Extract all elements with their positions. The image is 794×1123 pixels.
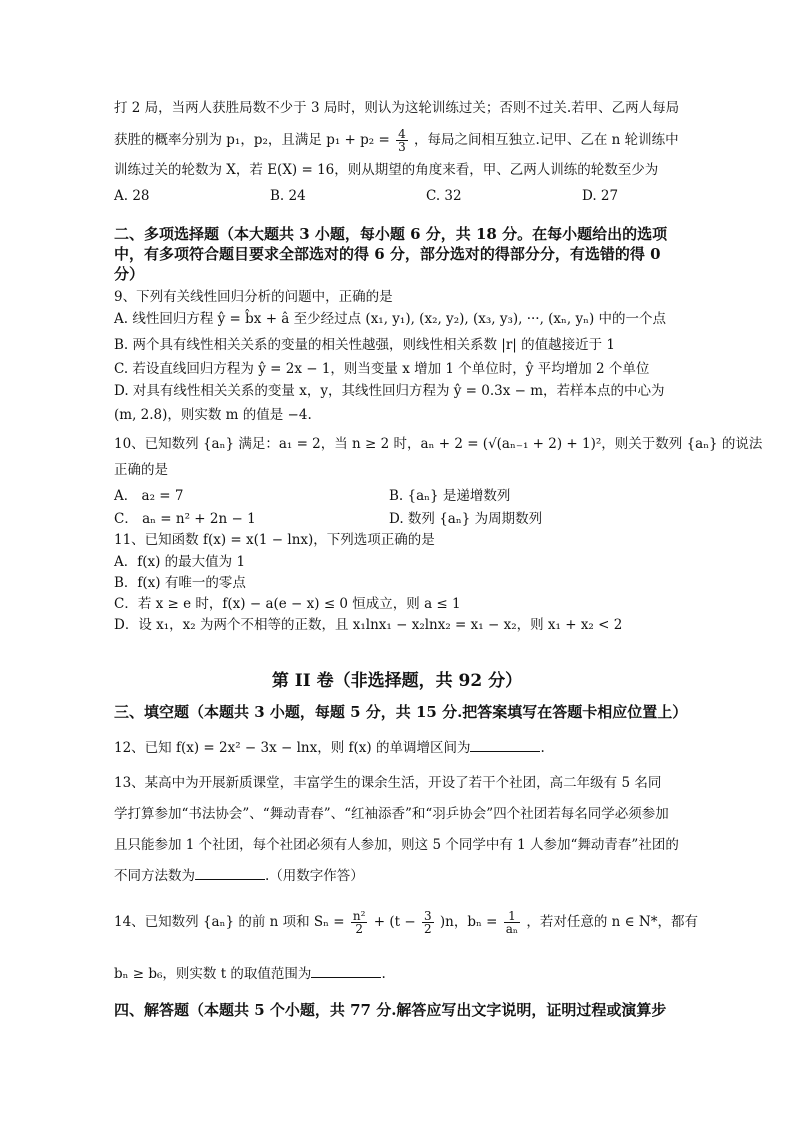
answer-blank <box>195 867 265 880</box>
q10-options-row-2 <box>114 507 694 527</box>
q10-option-c: C． aₙ = n² + 2n − 1 <box>114 511 256 527</box>
q14-line-1 <box>114 908 698 936</box>
q12-period: . <box>540 740 545 756</box>
frac-den: aₙ <box>505 922 519 936</box>
q8-line-2b: ，每局之间相互独立.记甲、乙在 n 轮训练中 <box>414 132 679 148</box>
q11-option-a: A．f(x) 的最大值为 1 <box>114 554 246 570</box>
q14-text-d: ，若对任意的 n ∈ N*，都有 <box>526 914 698 930</box>
q14-text-b: + (t − <box>373 914 416 930</box>
q13-line-2: 学打算参加“书法协会”、“舞动青春”、“红袖添香”和“羽乒协会”四个社团若每名同学必须参加 <box>114 806 669 822</box>
q10-stem-1: 10、已知数列 {aₙ} 满足：a₁ = 2，当 n ≥ 2 时，aₙ + 2 = (√(aₙ₋₁ + 2) + 1)²，则关于数列 {aₙ} 的说法 <box>114 436 763 452</box>
frac-num: 3 <box>423 909 432 923</box>
frac-num: 1 <box>504 910 520 923</box>
section-2-heading-3: 分） <box>114 265 145 283</box>
q14-line-2 <box>114 964 694 984</box>
q10-option-a: A． a₂ = 7 <box>114 488 184 504</box>
fraction-1-an <box>504 910 520 935</box>
q8-option-a: A. 28 <box>114 188 150 204</box>
q8-line-2a: 获胜的概率分别为 p₁，p₂，且满足 p₁ + p₂ = <box>114 132 390 148</box>
q8-option-c: C. 32 <box>426 188 462 204</box>
section-4-heading: 四、解答题（本题共 5 个小题，共 77 分.解答应写出文字说明，证明过程或演算步 <box>114 1001 667 1019</box>
q8-line-2 <box>114 128 694 153</box>
answer-blank <box>470 739 540 752</box>
q14-period: . <box>381 966 386 982</box>
q11-option-c: C．若 x ≥ e 时，f(x) − a(e − x) ≤ 0 恒成立，则 a ≤ 1 <box>114 596 461 612</box>
q9-option-c: C. 若设直线回归方程为 ŷ = 2x − 1，则当变量 x 增加 1 个单位时，ŷ 平均增加 2 个单位 <box>114 361 650 377</box>
q9-option-d-2: (m, 2.8)，则实数 m 的值是 −4. <box>114 407 312 423</box>
q13-suffix: .（用数字作答） <box>265 868 364 884</box>
q9-option-b: B. 两个具有线性相关关系的变量的相关性越强，则线性相关系数 |r| 的值越接近于 1 <box>114 337 616 353</box>
q14-text-e: bₙ ≥ b₆，则实数 t 的取值范围为 <box>114 966 312 982</box>
section-2-heading-2: 中，有多项符合题目要求全部选对的得 6 分，部分选对的得部分分，有选错的得 0 <box>114 245 661 263</box>
q8-line-1: 打 2 局，当两人获胜局数不少于 3 局时，则认为这轮训练过关；否则不过关.若甲、乙两人每局 <box>114 100 680 116</box>
q14-text-a: 14、已知数列 {aₙ} 的前 n 项和 Sₙ = <box>114 914 345 930</box>
q8-option-d: D. 27 <box>582 188 619 204</box>
q11-stem: 11、已知函数 f(x) = x(1 − lnx)，下列选项正确的是 <box>114 532 435 548</box>
q14-text-c: )n，bₙ = <box>439 914 498 930</box>
fraction-3-2 <box>422 910 434 935</box>
frac-num: 4 <box>398 127 406 141</box>
fraction-4-3 <box>396 128 408 153</box>
q11-option-b: B．f(x) 有唯一的零点 <box>114 575 246 591</box>
q10-options-row-1 <box>114 484 694 504</box>
q8-options <box>114 188 694 208</box>
fraction-n2-2 <box>351 910 368 935</box>
q9-option-d-1: D. 对具有线性相关关系的变量 x，y，其线性回归方程为 ŷ = 0.3x − m，若样本点的中心为 <box>114 383 665 399</box>
q9-stem: 9、下列有关线性回归分析的问题中，正确的是 <box>114 289 393 305</box>
frac-num: n² <box>352 909 366 923</box>
section-2-heading-1: 二、多项选择题（本大题共 3 小题，每小题 6 分，共 18 分。在每小题给出的选项 <box>114 225 668 243</box>
q13-line-1: 13、某高中为开展新质课堂，丰富学生的课余生活，开设了若干个社团，高二年级有 5 名同 <box>114 775 662 791</box>
frac-den: 2 <box>423 922 432 936</box>
q10-option-b: B. {aₙ} 是递增数列 <box>389 488 511 504</box>
q8-line-3: 训练过关的轮数为 X，若 E(X) = 16，则从期望的角度来看，甲、乙两人训练的轮数至少为 <box>114 162 659 178</box>
part-2-title: 第 II 卷（非选择题，共 92 分） <box>271 671 523 691</box>
q11-option-d: D．设 x₁，x₂ 为两个不相等的正数，且 x₁lnx₁ − x₂lnx₂ = x₁ − x₂，则 x₁ + x₂ < 2 <box>114 617 623 633</box>
q8-option-b: B. 24 <box>270 188 306 204</box>
q12-text: 12、已知 f(x) = 2x² − 3x − lnx，则 f(x) 的单调增区间为 <box>114 740 471 756</box>
q9-option-a: A. 线性回归方程 ŷ = b̂x + â 至少经过点 (x₁, y₁), (x₂, y₂), (x₃, y₃), ···, (xₙ, yₙ) 中的一个点 <box>114 311 666 327</box>
q10-stem-2: 正确的是 <box>114 462 168 478</box>
q12-line <box>114 738 694 758</box>
section-3-heading: 三、填空题（本题共 3 小题，每题 5 分，共 15 分.把答案填写在答题卡相应位置上） <box>114 703 688 721</box>
answer-blank <box>311 965 381 978</box>
q10-option-d: D. 数列 {aₙ} 为周期数列 <box>389 511 543 527</box>
q13-text: 不同方法数为 <box>114 868 195 884</box>
frac-den: 3 <box>398 140 406 154</box>
q13-line-3: 且只能参加 1 个社团，每个社团必须有人参加，则这 5 个同学中有 1 人参加“舞动青春”社团的 <box>114 837 679 853</box>
q13-line-4 <box>114 866 694 886</box>
frac-den: 2 <box>355 922 363 936</box>
